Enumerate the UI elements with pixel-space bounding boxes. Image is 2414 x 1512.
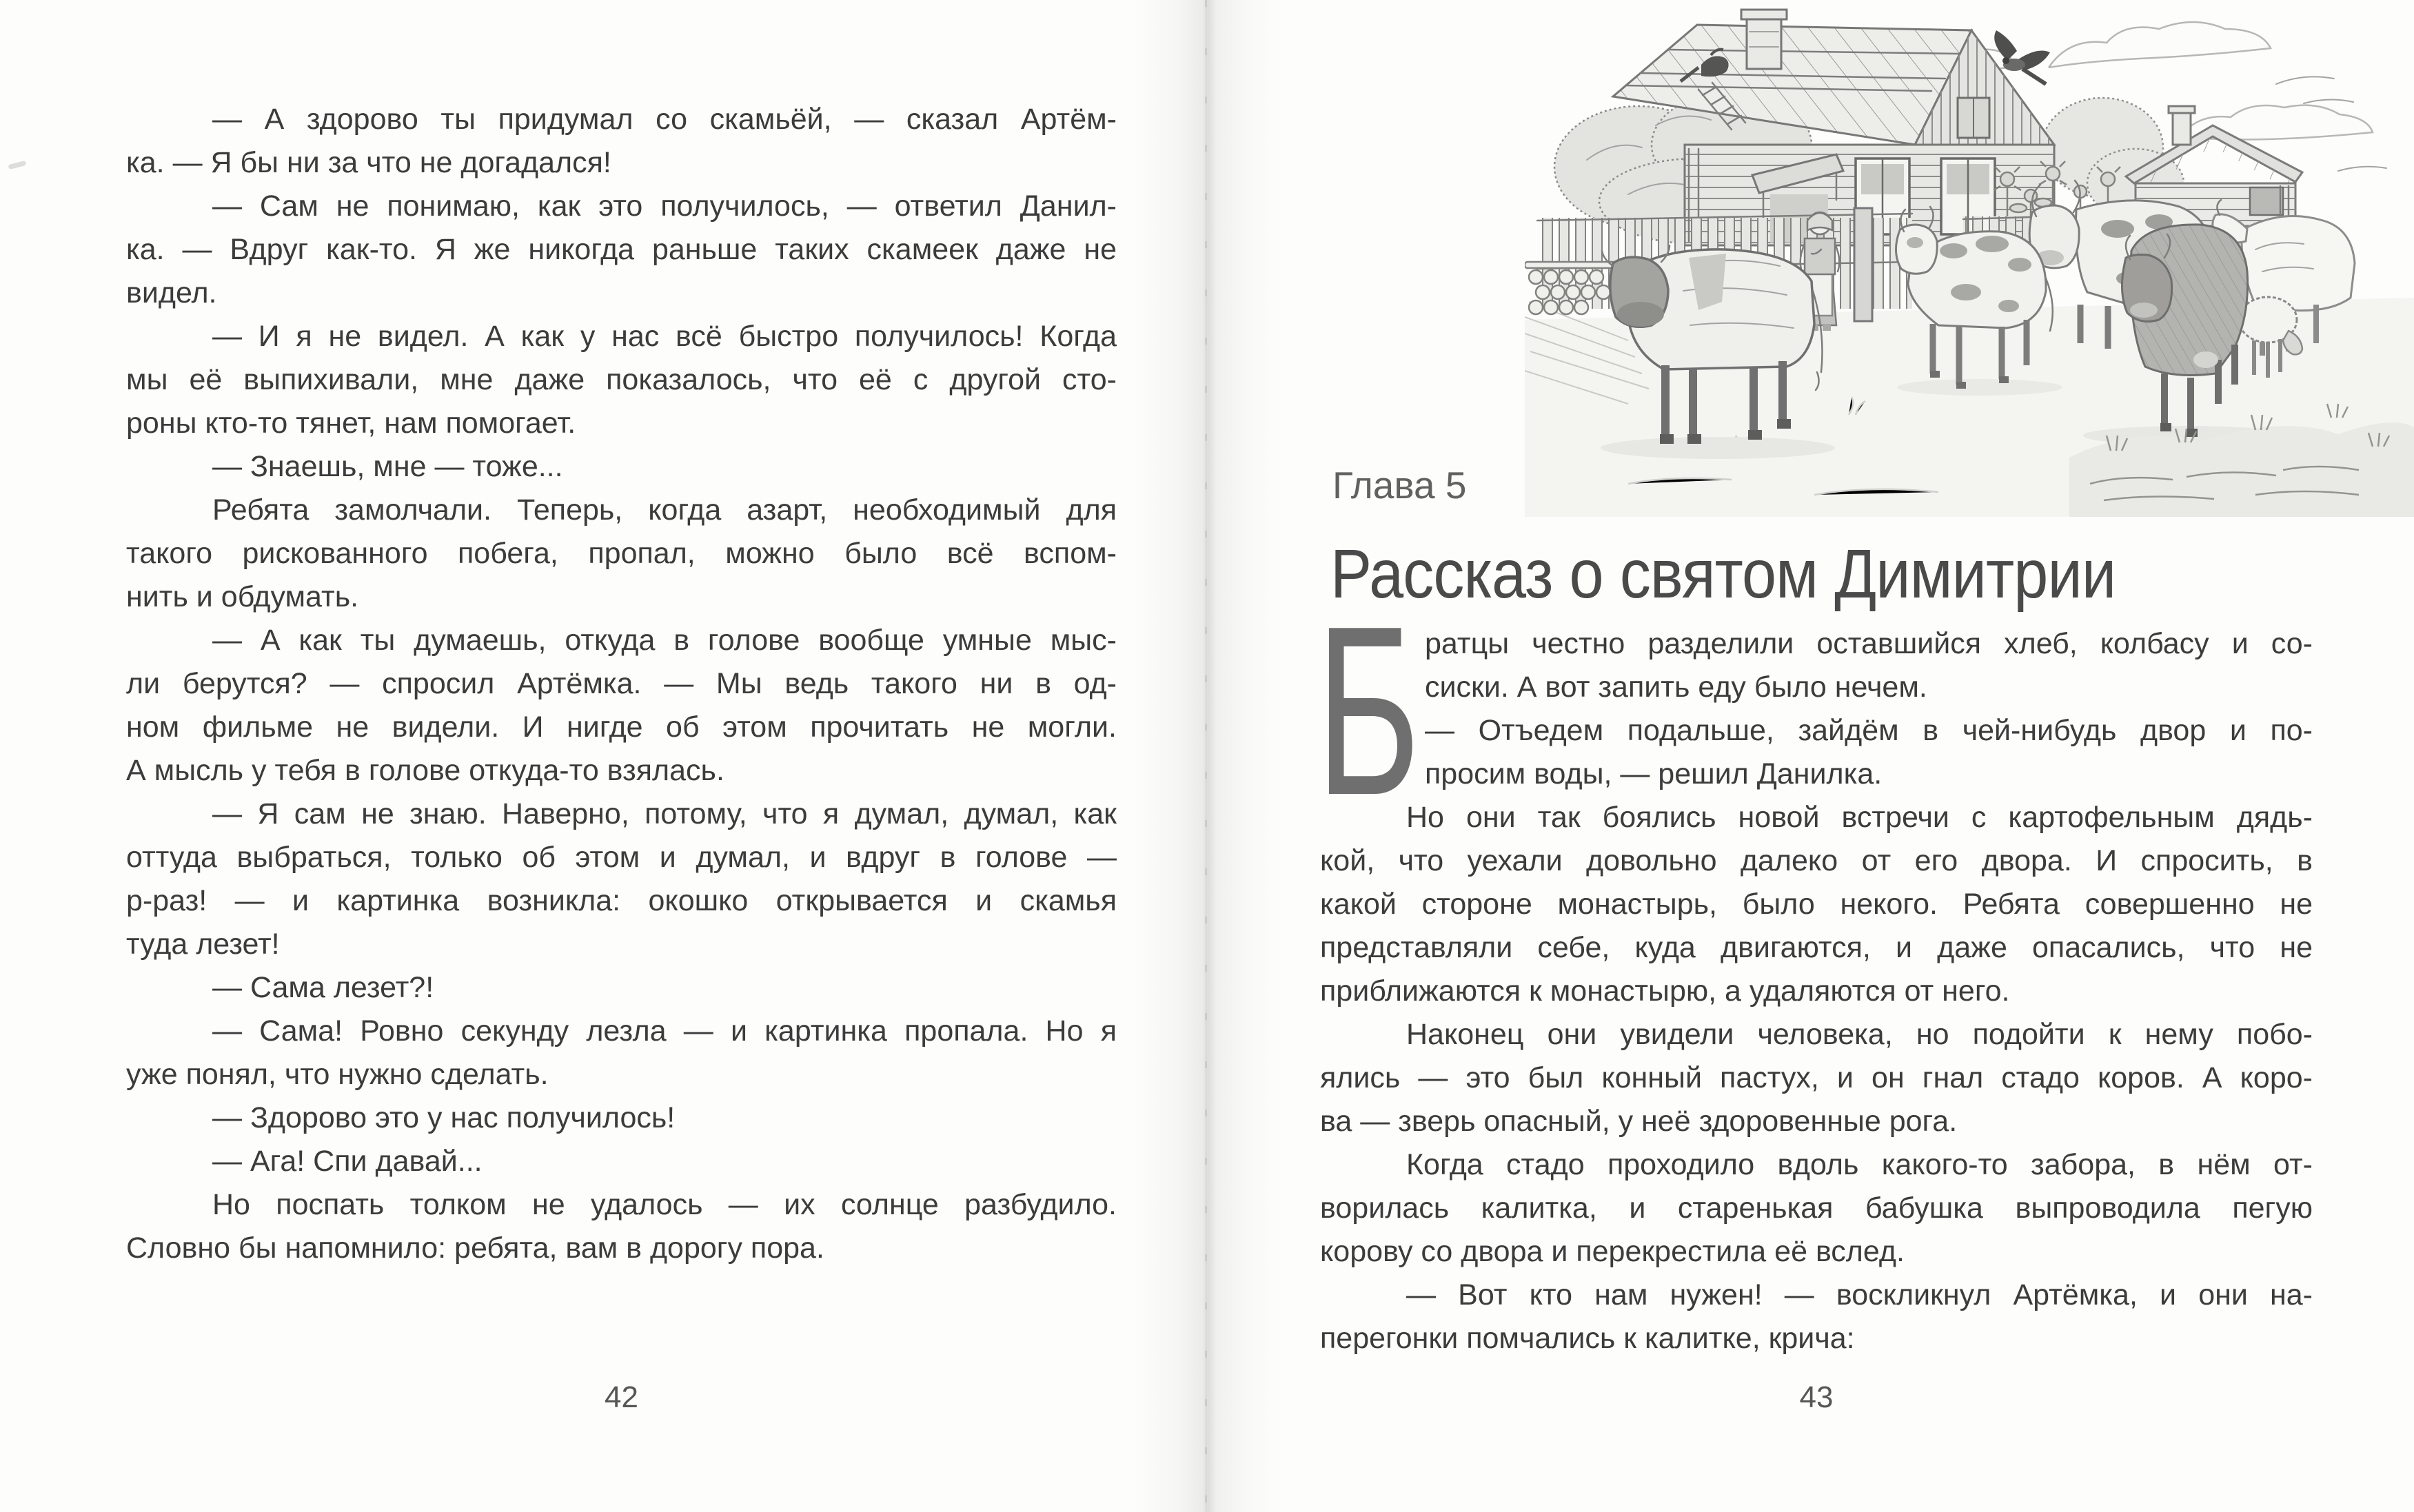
text-line: Словно бы напомнило: ребята, вам в дорогу пора. xyxy=(126,1232,824,1265)
text-line: Наконец они увидели человека, но подойти к нему побо- xyxy=(1406,1018,2313,1051)
text-line: просим воды, — решил Данилка. xyxy=(1425,757,1883,790)
text-line: — Ага! Спи давай... xyxy=(212,1145,483,1178)
text-line: туда лезет! xyxy=(126,928,280,961)
text-line: кой, что уехали довольно далеко от его двора. И спросить, в xyxy=(1320,844,2313,877)
chapter-label: Глава 5 xyxy=(1332,464,1467,507)
text-line: Но поспать толком не удалось — их солнце разбудило. xyxy=(212,1188,1117,1221)
text-line: ялись — это был конный пастух, и он гнал стадо коров. А коро- xyxy=(1320,1061,2313,1094)
text-line: — Здорово это у нас получилось! xyxy=(212,1101,676,1134)
scan-artifact xyxy=(8,161,27,170)
drop-cap-letter: Б xyxy=(1316,576,1421,846)
text-line: Когда стадо проходило вдоль какого-то забора, в нём от- xyxy=(1406,1148,2313,1181)
text-line: р-раз! — и картинка возникла: окошко открывается и скамья xyxy=(126,884,1117,917)
text-line: мы её выпихивали, мне даже показалось, что её с другой сто- xyxy=(126,363,1117,396)
village-scene-illustration xyxy=(1525,1,2414,517)
text-line: какой стороне монастырь, было некого. Ребята совершенно не xyxy=(1320,888,2313,921)
text-line: перегонки помчались к калитке, крича: xyxy=(1320,1322,1855,1355)
text-line: представляли себе, куда двигаются, и даже опасались, что не xyxy=(1320,931,2313,964)
text-line: приближаются к монастырю, а удаляются от него. xyxy=(1320,974,2010,1008)
text-line: нить и обдумать. xyxy=(126,580,359,613)
text-line: оттуда выбраться, только об этом и думал, и вдруг в голове — xyxy=(126,841,1117,874)
text-line: уже понял, что нужно сделать. xyxy=(126,1058,549,1091)
text-line: Ребята замолчали. Теперь, когда азарт, необходимый для xyxy=(212,493,1117,527)
text-line: ка. — Вдруг как-то. Я же никогда раньше таких скамеек даже не xyxy=(126,233,1117,266)
text-line: — Вот кто нам нужен! — воскликнул Артёмка, и они на- xyxy=(1406,1278,2313,1311)
text-line: ка. — Я бы ни за что не догадался! xyxy=(126,146,611,179)
text-line: — Сама! Ровно секунду лезла — и картинка пропала. Но я xyxy=(212,1014,1117,1048)
text-line: такого рискованного побега, пропал, можно было всё вспом- xyxy=(126,537,1117,570)
book-gutter-shadow xyxy=(1134,0,1282,1512)
text-line: — Сама лезет?! xyxy=(212,971,434,1004)
text-line: сиски. А вот запить еду было нечем. xyxy=(1425,671,1927,704)
text-line: — А как ты думаешь, откуда в голове вообще умные мыс- xyxy=(212,624,1117,657)
text-line: — Я сам не знаю. Наверно, потому, что я думал, думал, как xyxy=(212,797,1117,830)
text-line: ворилась калитка, и старенькая бабушка выпроводила пегую xyxy=(1320,1192,2313,1225)
page-number-right: 43 xyxy=(1799,1380,1834,1414)
book-gutter-seam xyxy=(1205,0,1207,1512)
text-line: — Сам не понимаю, как это получилось, — ответил Данил- xyxy=(212,190,1117,223)
text-line: — А здорово ты придумал со скамьёй, — сказал Артём- xyxy=(212,103,1117,136)
text-line: — Отъедем подальше, зайдём в чей-нибудь двор и по- xyxy=(1425,714,2313,747)
text-line: А мысль у тебя в голове откуда-то взялась. xyxy=(126,754,724,787)
text-line: корову со двора и перекрестила её вслед. xyxy=(1320,1235,1905,1268)
text-line: — Знаешь, мне — тоже... xyxy=(212,450,563,483)
left-page-text xyxy=(126,98,1117,1270)
text-line: — И я не видел. А как у нас всё быстро получилось! Когда xyxy=(212,320,1117,353)
chapter-title: Рассказ о святом Димитрии xyxy=(1330,535,2116,613)
text-line: Но они так боялись новой встречи с картофельным дядь- xyxy=(1406,801,2313,834)
text-line: роны кто-то тянет, нам помогает. xyxy=(126,407,576,440)
text-line: ратцы честно разделили оставшийся хлеб, колбасу и со- xyxy=(1425,627,2313,660)
text-line: ва — зверь опасный, у неё здоровенные рога. xyxy=(1320,1105,1958,1138)
text-line: видел. xyxy=(126,276,217,309)
text-line: ли берутся? — спросил Артёмка. — Мы ведь такого ни в од- xyxy=(126,667,1117,700)
drop-cap xyxy=(1316,576,1425,846)
right-page-text xyxy=(1316,576,2313,1360)
text-line: ном фильме не видели. И нигде об этом прочитать не могли. xyxy=(126,711,1117,744)
page-number-left: 42 xyxy=(605,1380,638,1414)
